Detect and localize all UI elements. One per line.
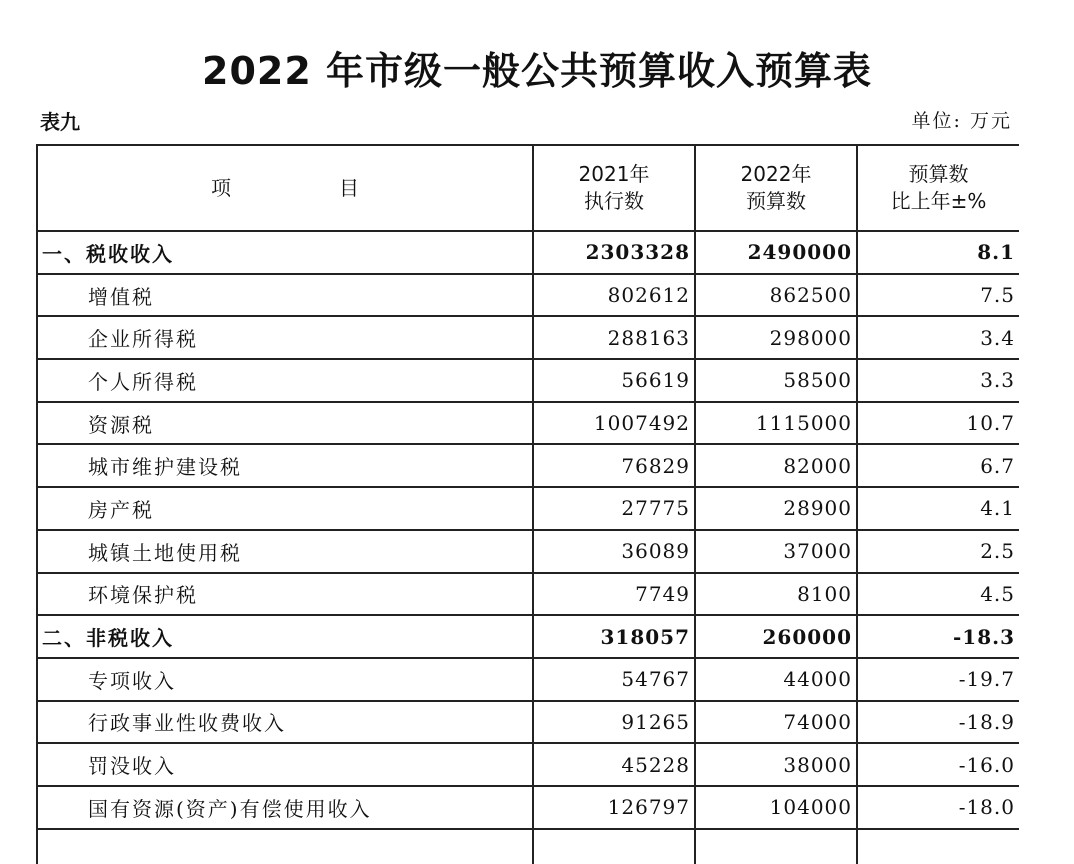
row-change-pct: -18.0 — [857, 786, 1019, 829]
header-row — [37, 145, 1019, 231]
header-line: 预算数 — [746, 189, 806, 213]
row-2021-value: 56619 — [533, 359, 695, 402]
row-2021-value: 54767 — [533, 658, 695, 701]
table-row — [37, 444, 1019, 487]
row-name: 环境保护税 — [37, 573, 533, 616]
row-name — [37, 829, 533, 864]
table-body — [37, 231, 1019, 864]
row-2022-value: 82000 — [695, 444, 857, 487]
header-item-part: 项 — [211, 175, 231, 200]
table-row — [37, 743, 1019, 786]
row-name: 二、非税收入 — [37, 615, 533, 658]
row-2021-value: 318057 — [533, 615, 695, 658]
table-row — [37, 359, 1019, 402]
table-row — [37, 487, 1019, 530]
header-line: 执行数 — [584, 189, 644, 213]
row-name: 资源税 — [37, 402, 533, 445]
table-row — [37, 274, 1019, 317]
row-change-pct: -16.0 — [857, 743, 1019, 786]
row-name: 增值税 — [37, 274, 533, 317]
table-row — [37, 316, 1019, 359]
row-change-pct: 10.7 — [857, 402, 1019, 445]
row-name: 房产税 — [37, 487, 533, 530]
row-change-pct: -19.7 — [857, 658, 1019, 701]
row-2021-value: 45228 — [533, 743, 695, 786]
row-2022-value: 298000 — [695, 316, 857, 359]
row-2022-value: 38000 — [695, 743, 857, 786]
row-2021-value: 7749 — [533, 573, 695, 616]
row-2022-value: 28900 — [695, 487, 857, 530]
row-2022-value: 58500 — [695, 359, 857, 402]
table-row — [37, 573, 1019, 616]
row-name: 城镇土地使用税 — [37, 530, 533, 573]
table-header — [37, 145, 1019, 231]
row-change-pct: -18.3 — [857, 615, 1019, 658]
table-row-category — [37, 615, 1019, 658]
row-2022-value: 862500 — [695, 274, 857, 317]
row-2021-value: 76829 — [533, 444, 695, 487]
row-change-pct — [857, 829, 1019, 864]
row-2021-value: 36089 — [533, 530, 695, 573]
row-2022-value: 2490000 — [695, 231, 857, 274]
row-2021-value: 288163 — [533, 316, 695, 359]
table-row — [37, 829, 1019, 864]
header-line: 2021年 — [578, 162, 650, 186]
row-change-pct: 3.3 — [857, 359, 1019, 402]
row-2021-value: 2303328 — [533, 231, 695, 274]
row-change-pct: 8.1 — [857, 231, 1019, 274]
row-change-pct: 4.5 — [857, 573, 1019, 616]
budget-table — [36, 144, 1019, 864]
row-2021-value: 27775 — [533, 487, 695, 530]
row-2022-value: 74000 — [695, 701, 857, 744]
row-name: 城市维护建设税 — [37, 444, 533, 487]
row-2022-value: 37000 — [695, 530, 857, 573]
row-change-pct: 3.4 — [857, 316, 1019, 359]
header-change-pct — [857, 145, 1019, 231]
header-line: 2022年 — [740, 162, 812, 186]
row-2022-value: 44000 — [695, 658, 857, 701]
row-change-pct: 6.7 — [857, 444, 1019, 487]
table-row-category — [37, 231, 1019, 274]
row-change-pct: 2.5 — [857, 530, 1019, 573]
row-2022-value — [695, 829, 857, 864]
row-2021-value: 802612 — [533, 274, 695, 317]
row-change-pct: -18.9 — [857, 701, 1019, 744]
table-number: 表九 — [40, 110, 80, 134]
row-2022-value: 260000 — [695, 615, 857, 658]
table-row — [37, 402, 1019, 445]
row-2021-value — [533, 829, 695, 864]
page-title: 2022 年市级一般公共预算收入预算表 — [202, 49, 872, 93]
row-name: 行政事业性收费收入 — [37, 701, 533, 744]
row-change-pct: 4.1 — [857, 487, 1019, 530]
unit-label: 单位: 万元 — [911, 110, 1012, 132]
row-name: 罚没收入 — [37, 743, 533, 786]
row-2021-value: 1007492 — [533, 402, 695, 445]
row-name: 专项收入 — [37, 658, 533, 701]
table-row — [37, 658, 1019, 701]
row-name: 一、税收收入 — [37, 231, 533, 274]
header-line: 预算数 — [908, 162, 969, 186]
header-line: 比上年±% — [890, 189, 987, 213]
table-row — [37, 701, 1019, 744]
row-2022-value: 1115000 — [695, 402, 857, 445]
header-item-part: 目 — [339, 175, 359, 200]
row-name: 国有资源(资产)有偿使用收入 — [37, 786, 533, 829]
row-name: 企业所得税 — [37, 316, 533, 359]
row-2021-value: 91265 — [533, 701, 695, 744]
row-name: 个人所得税 — [37, 359, 533, 402]
row-2021-value: 126797 — [533, 786, 695, 829]
row-change-pct: 7.5 — [857, 274, 1019, 317]
table-row — [37, 786, 1019, 829]
row-2022-value: 104000 — [695, 786, 857, 829]
header-item — [37, 145, 533, 231]
table-row — [37, 530, 1019, 573]
row-2022-value: 8100 — [695, 573, 857, 616]
budget-table-container — [36, 144, 1019, 864]
header-2021-actual — [533, 145, 695, 231]
header-2022-budget — [695, 145, 857, 231]
